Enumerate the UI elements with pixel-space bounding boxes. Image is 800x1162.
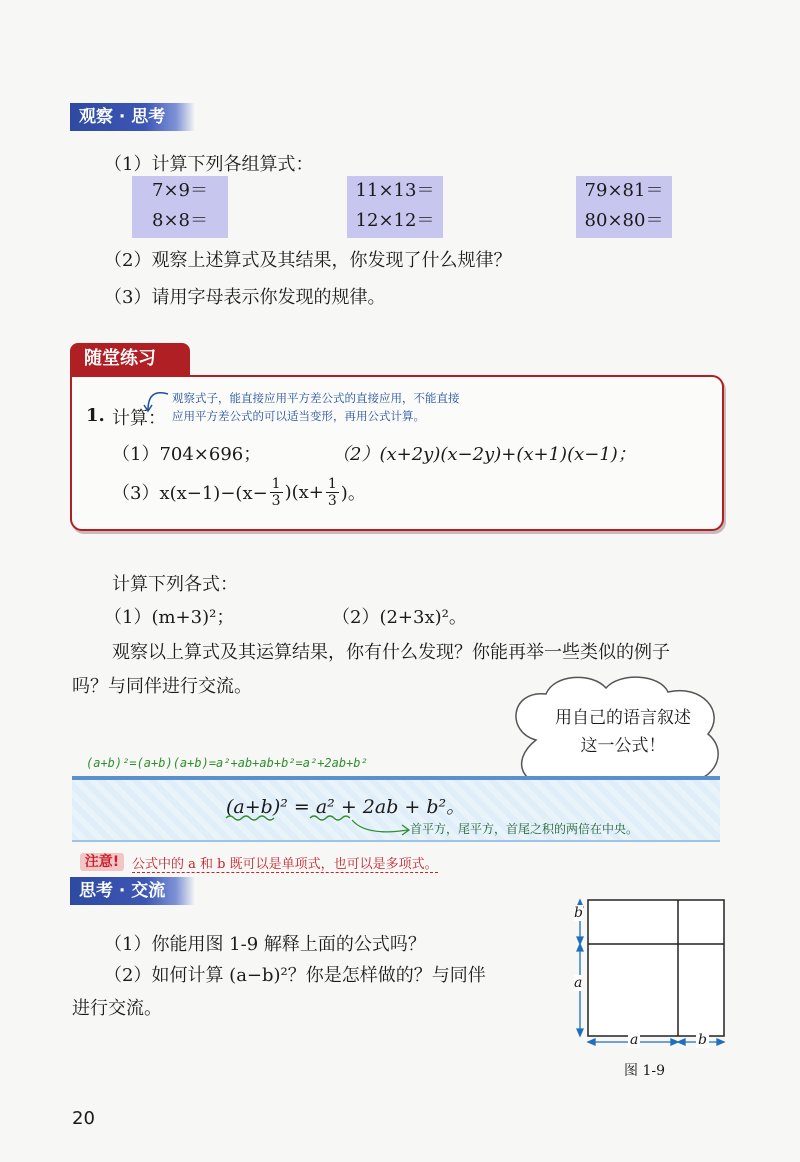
fraction-1-numerator: 1 — [271, 475, 281, 492]
cloud-text-line-1: 用自己的语言叙述 — [555, 708, 691, 728]
square-item-1: （1）(m+3)²； — [104, 607, 235, 628]
square-paragraph-line-1: 观察以上算式及其运算结果，你有什么发现？你能再举一些类似的例子 — [112, 642, 670, 663]
fraction-2-numerator: 1 — [327, 475, 337, 492]
calc-group-3-top: 79×81＝ — [584, 180, 664, 201]
figure-caption: 图 1-9 — [624, 1063, 665, 1079]
section-title-practice: 随堂练习 — [70, 343, 190, 375]
cloud-text — [528, 704, 718, 760]
observe-question-3: （3）请用字母表示你发现的规律。 — [104, 287, 386, 308]
practice-item-1: （1）704×696； — [112, 444, 262, 465]
figure-label-b-horizontal: b — [698, 1032, 707, 1048]
section-title-observe: 观察 · 思考 — [70, 103, 195, 131]
square-paragraph-line-2: 吗？与同伴进行交流。 — [72, 676, 252, 697]
practice-hint-line-2: 应用平方差公式的可以适当变形，再用公式计算。 — [172, 409, 425, 423]
calc-group-3 — [576, 176, 672, 238]
attention-label: 注意! — [80, 853, 124, 871]
calc-group-1-bottom: 8×8＝ — [152, 210, 208, 231]
practice-hint-line-1: 观察式子，能直接应用平方差公式的直接应用，不能直接 — [172, 391, 460, 405]
calc-group-2-bottom: 12×12＝ — [355, 210, 435, 231]
calc-group-2-top: 11×13＝ — [355, 180, 435, 201]
practice-item-3-prefix: （3）x(x−1)−(x− — [112, 483, 268, 504]
practice-problem-label: 计算： — [112, 408, 166, 429]
fraction-1-denominator: 3 — [271, 492, 281, 509]
practice-item-3 — [112, 470, 366, 514]
practice-item-3-mid: )(x+ — [284, 481, 324, 503]
calc-group-2 — [347, 176, 443, 238]
figure-1-9 — [566, 890, 736, 1058]
calc-group-3-bottom: 80×80＝ — [584, 210, 664, 231]
observe-question-1: （1）计算下列各组算式： — [104, 154, 314, 175]
figure-label-a-vertical: a — [574, 975, 583, 991]
practice-item-3-suffix: )。 — [340, 483, 366, 504]
practice-problem-number: 1. — [86, 405, 105, 426]
figure-label-a-horizontal: a — [630, 1032, 639, 1048]
fraction-2-denominator: 3 — [327, 492, 337, 509]
formula-underline-arrows — [222, 810, 412, 842]
discuss-question-2-line-2: 进行交流。 — [72, 998, 162, 1019]
calc-group-1 — [132, 176, 228, 238]
square-intro: 计算下列各式： — [112, 574, 238, 595]
observe-question-2: （2）观察上述算式及其结果，你发现了什么规律？ — [104, 250, 512, 271]
fraction-2 — [326, 476, 339, 509]
section-title-discuss: 思考 · 交流 — [70, 877, 195, 905]
page-number: 20 — [72, 1108, 95, 1129]
cloud-text-line-2: 这一公式！ — [580, 736, 666, 756]
formula-derivation: (a+b)²=(a+b)(a+b)=a²+ab+ab+b²=a²+2ab+b² — [86, 756, 368, 770]
main-formula: (a+b)² = a² + 2ab + b²。 — [226, 796, 466, 818]
figure-label-b-vertical: b — [574, 905, 583, 921]
square-item-2: （2）(2+3x)²。 — [332, 607, 467, 628]
calc-group-1-top: 7×9＝ — [152, 180, 208, 201]
attention-text: 公式中的 a 和 b 既可以是单项式，也可以是多项式。 — [132, 853, 438, 873]
discuss-question-2-line-1: （2）如何计算 (a−b)²？你是怎样做的？与同伴 — [104, 965, 486, 986]
practice-item-2: （2）(x+2y)(x−2y)+(x+1)(x−1)； — [332, 444, 636, 465]
formula-mnemonic: 首平方，尾平方，首尾之积的两倍在中央。 — [410, 822, 639, 836]
discuss-question-1: （1）你能用图 1-9 解释上面的公式吗？ — [104, 934, 426, 955]
fraction-1 — [270, 476, 283, 509]
